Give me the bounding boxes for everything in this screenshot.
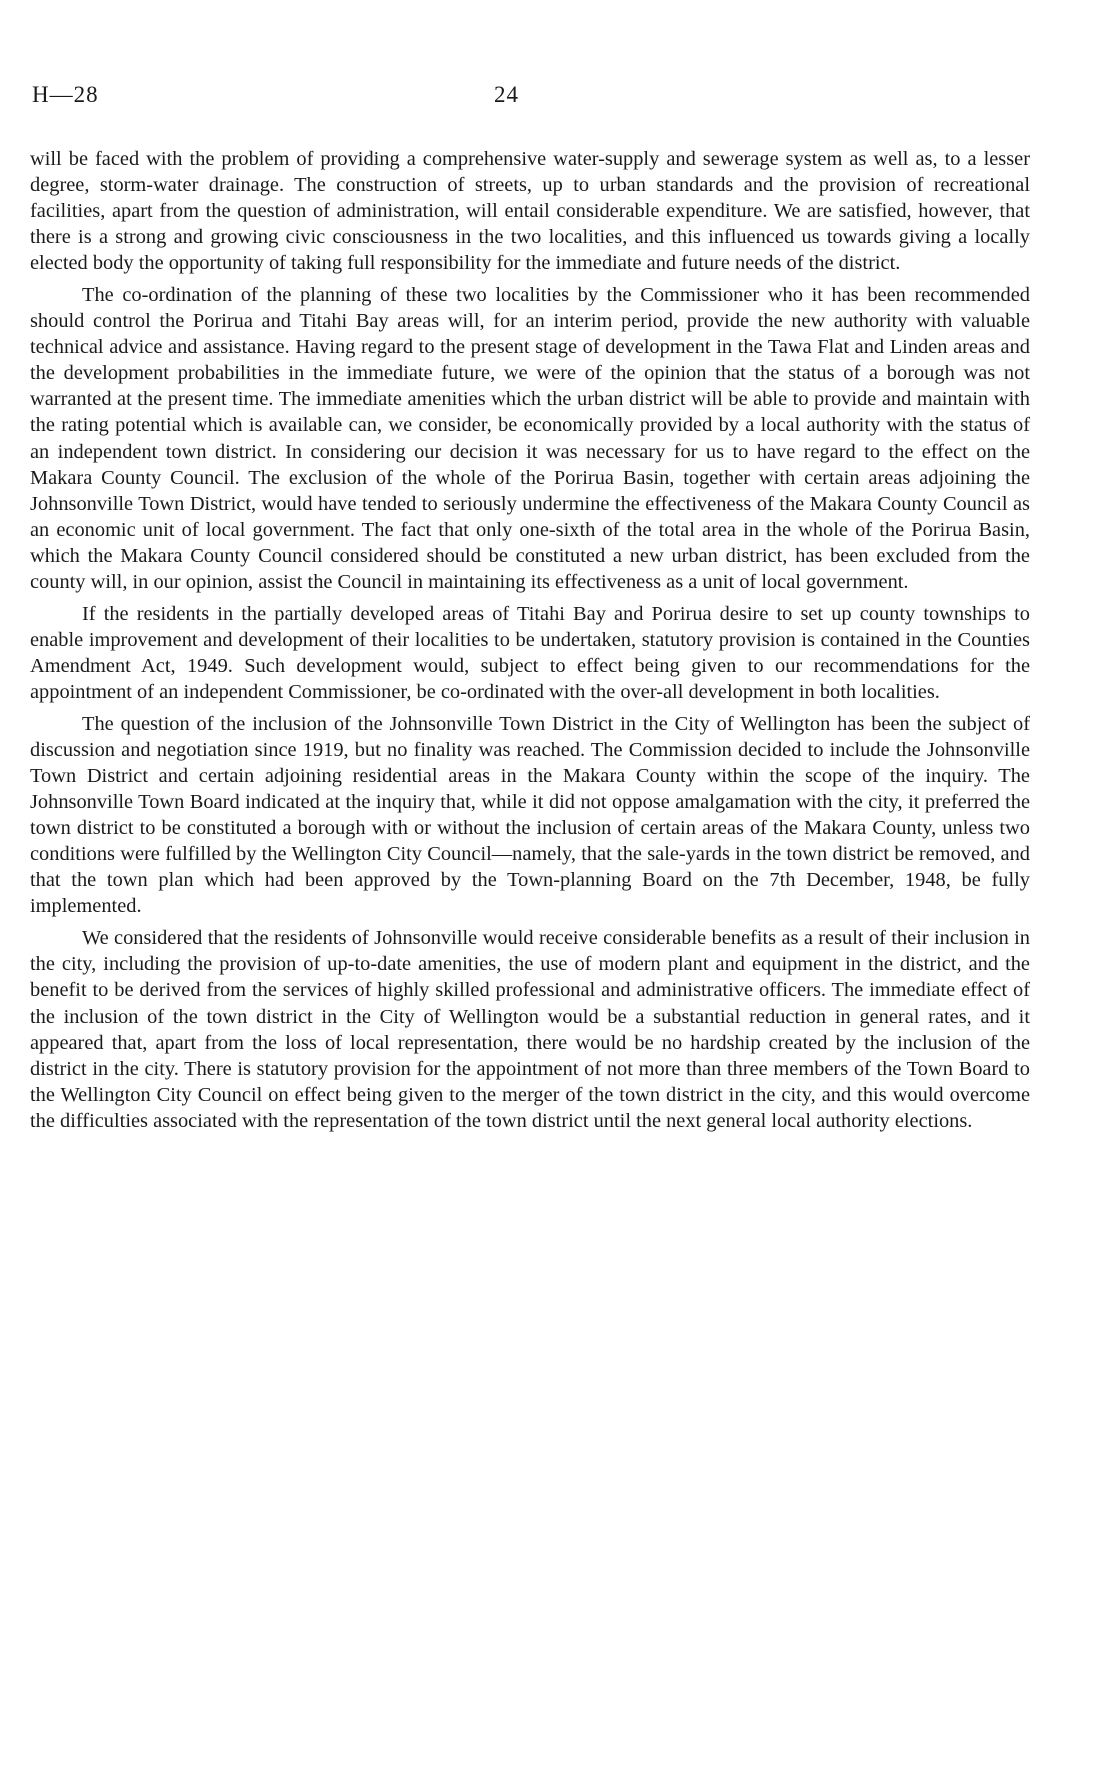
- paragraph-johnsonville-benefits: We considered that the residents of Johnsonville would receive considerable benefits as a result of their inclusion in the city, including the provision of up-to-date amenities, the use of modern plant and equipment in the district, and the benefit to be derived from the services of highly skilled professional and administrative officers. The immediate effect of the inclusion of the town district in the City of Wellington would be a substantial reduction in general rates, and it appeared that, apart from the loss of local representation, there would be no hardship created by the inclusion of the district in the city. There is statutory provision for the appointment of not more than three members of the Town Board to the Wellington City Council on effect being given to the merger of the town district in the city, and this would overcome the difficulties associated with the representation of the town district until the next general local authority elections.: [30, 927, 1030, 1132]
- paragraph-continued: will be faced with the problem of providing a comprehensive water-supply and sewerage system as well as, to a lesser degree, storm-water drainage. The construction of streets, up to urban standards and the provision of recreational facilities, apart from the question of administration, will entail considerable expenditure. We are satisfied, however, that there is a strong and growing civic consciousness in the two localities, and this influenced us towards giving a locally elected body the opportunity of taking full responsibility for the immediate and future needs of the district.: [30, 148, 1030, 275]
- paragraph-johnsonville-question: The question of the inclusion of the Johnsonville Town District in the City of Wellington has been the subject of discussion and negotiation since 1919, but no finality was reached. The Commission decided to include the Johnsonville Town District and certain adjoining residential areas in the Makara County within the scope of the inquiry. The Johnsonville Town Board indicated at the inquiry that, while it did not oppose amalgamation with the city, it preferred the town district to be constituted a borough with or without the inclusion of certain areas of the Makara County, unless two conditions were fulfilled by the Wellington City Council—namely, that the sale-yards in the town district be removed, and that the town plan which had been approved by the Town-planning Board on the 7th December, 1948, be fully implemented.: [30, 712, 1030, 918]
- document-reference: H—28: [32, 82, 99, 107]
- paragraph-coordination: The co-ordination of the planning of these two localities by the Commissioner who it has been recommended should control the Porirua and Titahi Bay areas will, for an interim period, provide the new authority with valuable technical advice and assistance. Having regard to the present stage of development in the Tawa Flat and Linden areas and the development probabilities in the immediate future, we were of the opinion that the status of a borough was not warranted at the present time. The immediate amenities which the urban district will be able to provide and maintain with the rating potential which is available can, we consider, be economically provided by a local authority with the status of an independent town district. In considering our decision it was necessary for us to have regard to the effect on the Makara County Council. The exclusion of the whole of the Porirua Basin, together with certain areas adjoining the Johnsonville Town District, would have tended to seriously undermine the effectiveness of the Makara County Council as an economic unit of local government. The fact that only one-sixth of the total area in the whole of the Porirua Basin, which the Makara County Council considered should be constituted a new urban district, has been excluded from the county will, in our opinion, assist the Council in maintaining its effectiveness as a unit of local government.: [30, 284, 1030, 593]
- page-number: 24: [494, 82, 519, 107]
- body-text: [30, 146, 1030, 1134]
- paragraph-county-townships: If the residents in the partially developed areas of Titahi Bay and Porirua desire to set up county townships to enable improvement and development of their localities to be undertaken, statutory provision is contained in the Counties Amendment Act, 1949. Such development would, subject to effect being given to our recommendations for the appointment of an independent Commissioner, be co-ordinated with the over-all development in both localities.: [30, 602, 1030, 703]
